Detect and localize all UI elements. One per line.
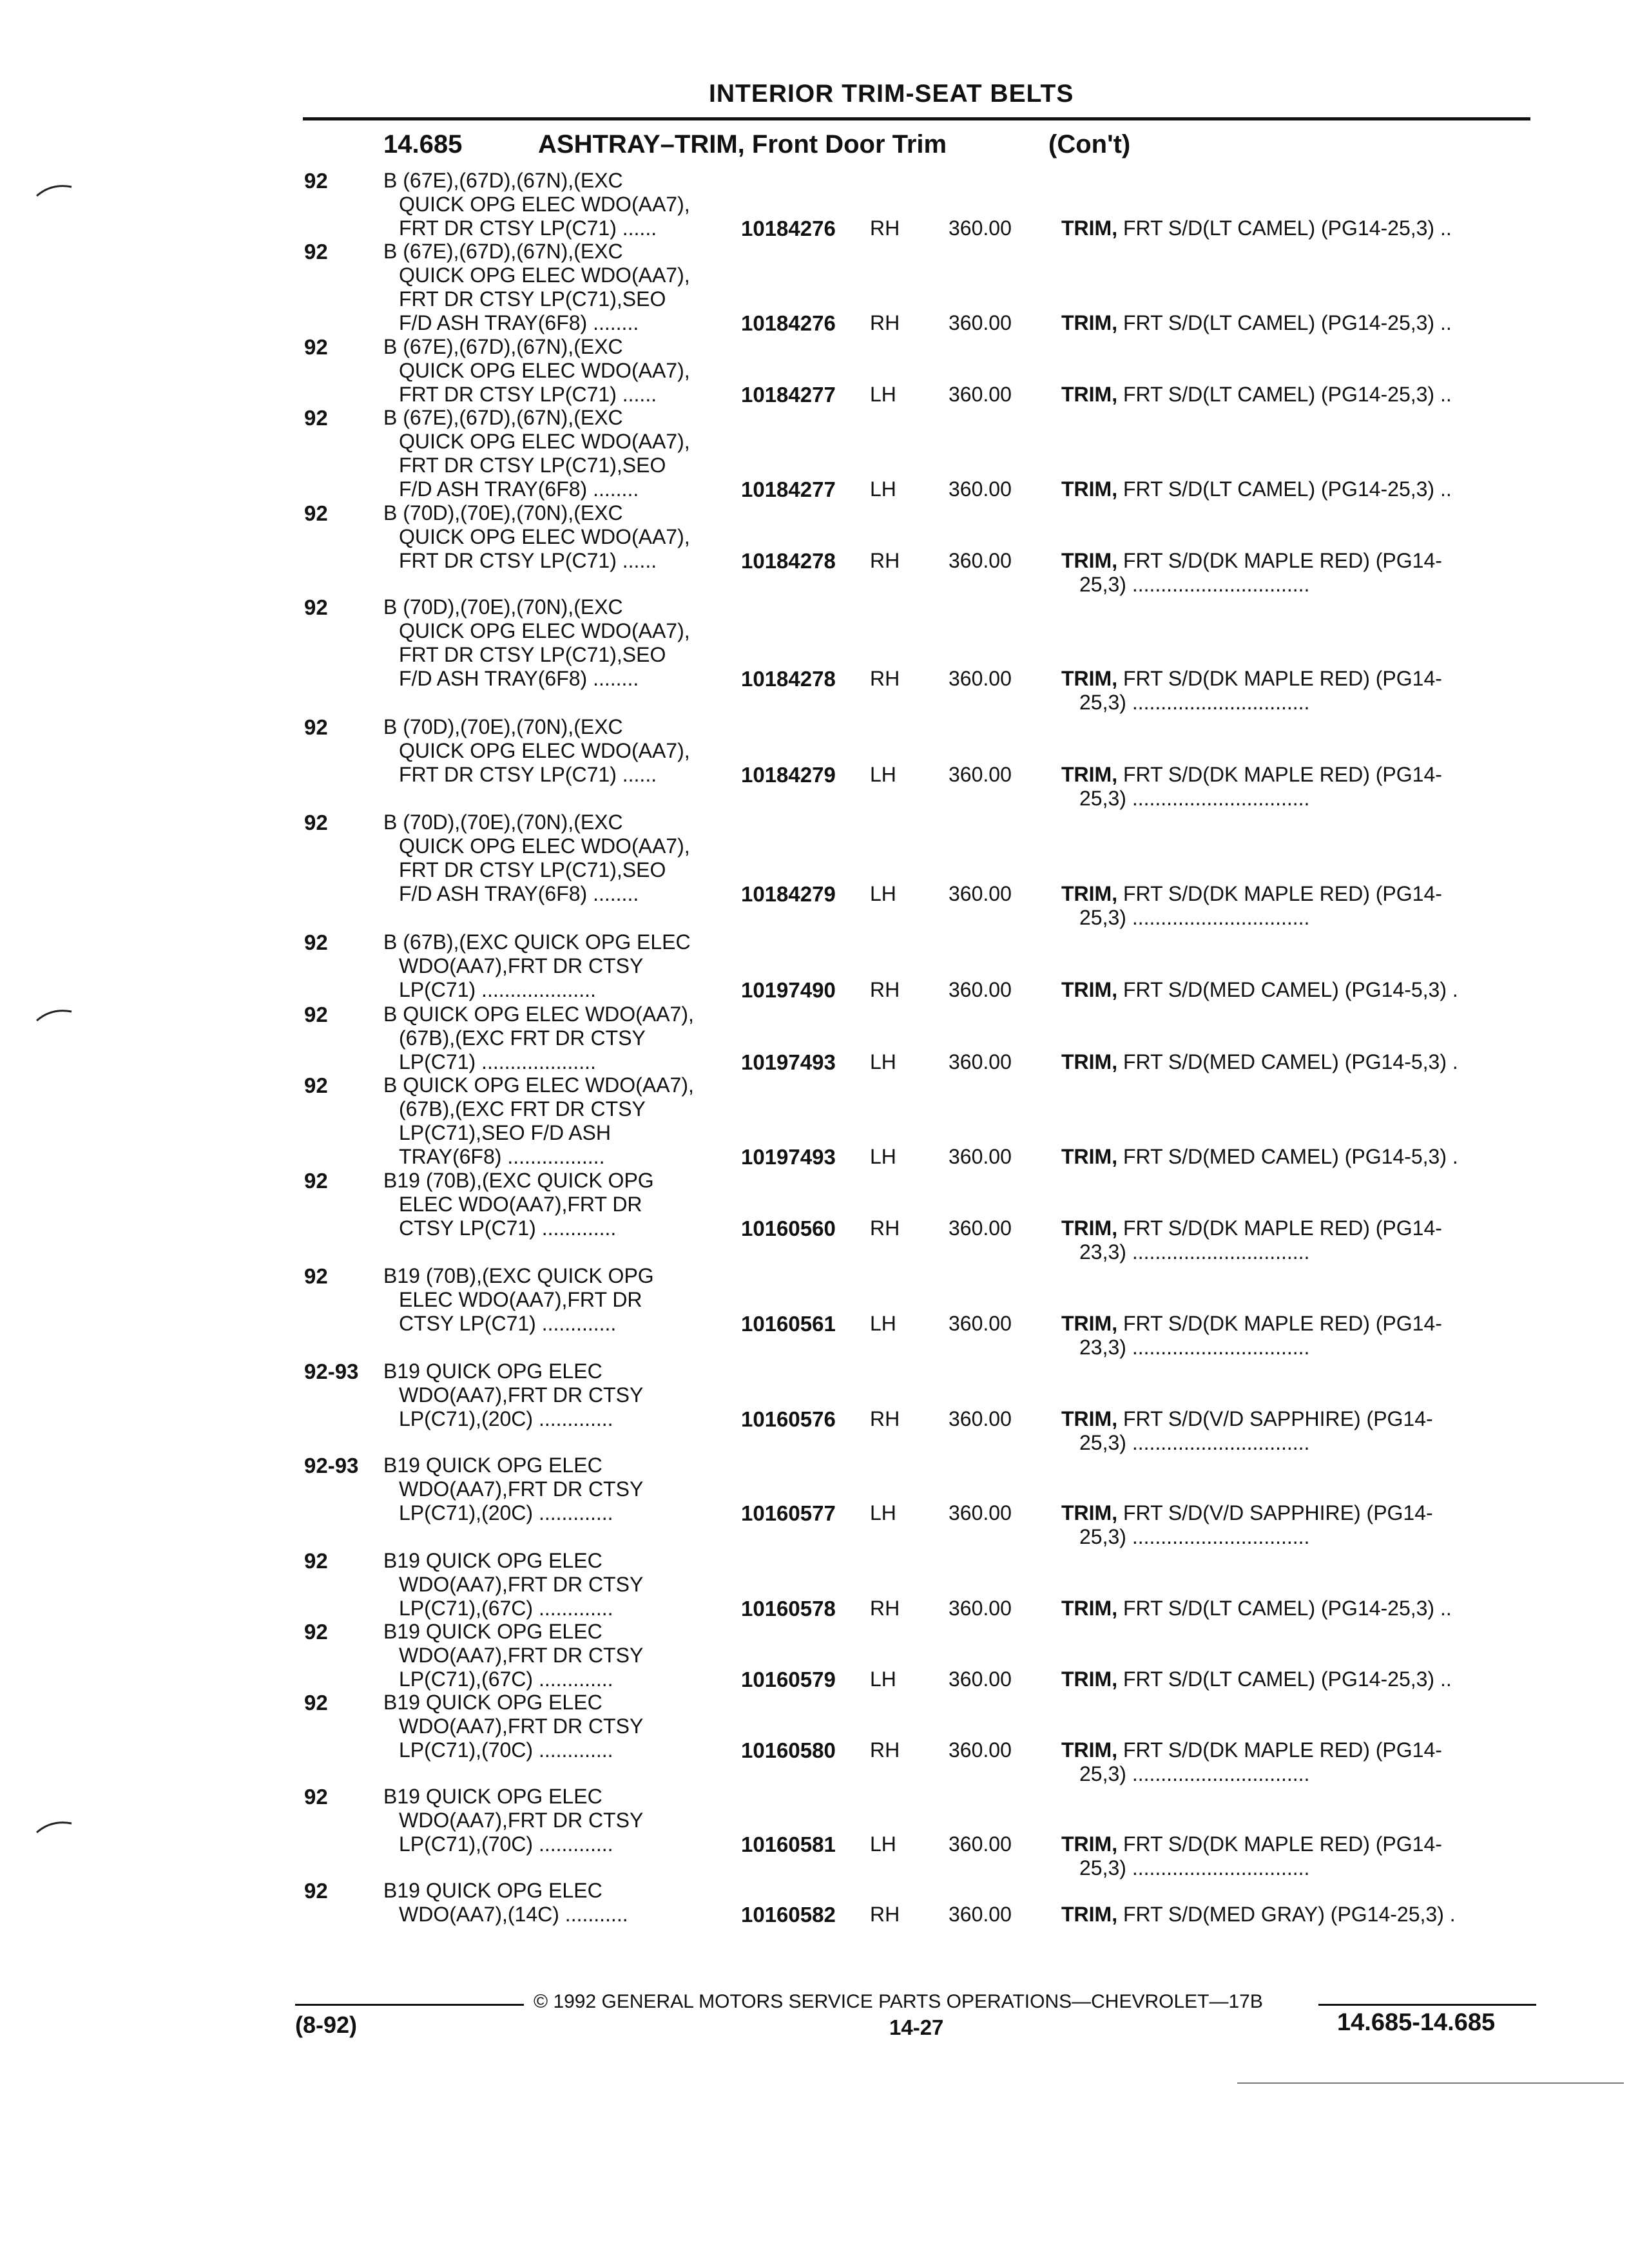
description-line: LP(C71),SEO F/D ASH [399, 1121, 611, 1144]
model-year: 92 [304, 240, 328, 264]
description-line: B (70D),(70E),(70N),(EXC [383, 811, 623, 834]
part-name [1061, 1216, 1442, 1264]
description-line: (67B),(EXC FRT DR CTSY [399, 1026, 646, 1050]
part-name-keyword: TRIM, [1061, 1667, 1118, 1691]
usage-description [383, 240, 744, 335]
usage-description [383, 1879, 744, 1927]
part-name-continuation: 25,3) ............................... [1079, 1856, 1310, 1879]
part-number: 10184278 [741, 667, 836, 691]
footer-rule-left [295, 2004, 524, 2006]
description-line: LP(C71),(20C) ............. [399, 1407, 613, 1430]
part-name [1061, 383, 1452, 407]
part-name-keyword: TRIM, [1061, 216, 1118, 240]
description-line: FRT DR CTSY LP(C71) ...... [399, 383, 657, 406]
model-year: 92 [304, 501, 328, 525]
part-name-detail: FRT S/D(MED CAMEL) (PG14-5,3) . [1117, 1145, 1458, 1168]
part-name-keyword: TRIM, [1061, 383, 1118, 406]
description-line: B19 (70B),(EXC QUICK OPG [383, 1264, 654, 1287]
part-name-continuation: 25,3) ............................... [1079, 1431, 1310, 1454]
footer-rule-right [1318, 2004, 1536, 2006]
model-year: 92 [304, 1785, 328, 1809]
description-line: B (67E),(67D),(67N),(EXC [383, 406, 623, 429]
description-line: FRT DR CTSY LP(C71) ...... [399, 549, 657, 572]
side-indicator: LH [870, 477, 896, 501]
part-number: 10184279 [741, 882, 836, 906]
model-year: 92 [304, 1691, 328, 1715]
description-line: WDO(AA7),FRT DR CTSY [399, 1644, 644, 1667]
description-line: FRT DR CTSY LP(C71),SEO [399, 643, 666, 666]
part-number: 10197490 [741, 978, 836, 1002]
model-year: 92 [304, 335, 328, 359]
description-line: B19 QUICK OPG ELEC [383, 1360, 602, 1383]
part-name-keyword: TRIM, [1061, 1738, 1118, 1762]
description-line: ELEC WDO(AA7),FRT DR [399, 1193, 642, 1216]
quantity-value: 360.00 [949, 477, 1012, 501]
model-year: 92 [304, 406, 328, 430]
part-number: 10160582 [741, 1903, 836, 1927]
side-indicator: RH [870, 1407, 900, 1430]
quantity-value: 360.00 [949, 882, 1012, 905]
description-line: B (67B),(EXC QUICK OPG ELEC [383, 930, 691, 954]
quantity-value: 360.00 [949, 1667, 1012, 1691]
quantity-value: 360.00 [949, 1903, 1012, 1926]
description-line: TRAY(6F8) ................. [399, 1145, 605, 1168]
description-line: B QUICK OPG ELEC WDO(AA7), [383, 1073, 694, 1097]
model-year: 92 [304, 811, 328, 834]
description-line: B (67E),(67D),(67N),(EXC [383, 335, 623, 358]
quantity-value: 360.00 [949, 1312, 1012, 1335]
part-name-continuation: 25,3) ............................... [1079, 1762, 1310, 1785]
scan-edge-line [1237, 2082, 1624, 2084]
description-line: CTSY LP(C71) ............. [399, 1312, 617, 1335]
usage-description [383, 930, 744, 1002]
description-line: LP(C71) .................... [399, 978, 596, 1001]
description-line: QUICK OPG ELEC WDO(AA7), [399, 359, 690, 382]
part-name [1061, 1407, 1433, 1455]
description-line: WDO(AA7),FRT DR CTSY [399, 1715, 644, 1738]
section-continued: (Con't) [1048, 130, 1131, 159]
usage-description [383, 1549, 744, 1620]
model-year: 92 [304, 595, 328, 619]
part-name [1061, 978, 1458, 1002]
part-name-detail: FRT S/D(LT CAMEL) (PG14-25,3) .. [1117, 383, 1452, 406]
part-number: 10160560 [741, 1216, 836, 1240]
part-name [1061, 311, 1452, 335]
part-name-detail: FRT S/D(LT CAMEL) (PG14-25,3) .. [1117, 216, 1452, 240]
usage-description [383, 1073, 744, 1169]
quantity-value: 360.00 [949, 549, 1012, 572]
part-name-detail: FRT S/D(DK MAPLE RED) (PG14- [1117, 882, 1442, 905]
part-name-detail: FRT S/D(DK MAPLE RED) (PG14- [1117, 1312, 1442, 1335]
description-line: B19 (70B),(EXC QUICK OPG [383, 1169, 654, 1192]
part-name-detail: FRT S/D(DK MAPLE RED) (PG14- [1117, 549, 1442, 572]
description-line: FRT DR CTSY LP(C71) ...... [399, 763, 657, 786]
quantity-value: 360.00 [949, 311, 1012, 334]
part-name [1061, 216, 1452, 240]
description-line: LP(C71),(67C) ............. [399, 1667, 613, 1691]
side-indicator: LH [870, 763, 896, 786]
description-line: WDO(AA7),FRT DR CTSY [399, 1477, 644, 1501]
usage-description [383, 501, 744, 573]
part-name-detail: FRT S/D(DK MAPLE RED) (PG14- [1117, 667, 1442, 690]
description-line: B QUICK OPG ELEC WDO(AA7), [383, 1003, 694, 1026]
part-number: 10184277 [741, 383, 836, 407]
model-year: 92 [304, 1879, 328, 1903]
description-line: (67B),(EXC FRT DR CTSY [399, 1097, 646, 1120]
page-header [303, 80, 1530, 120]
description-line: QUICK OPG ELEC WDO(AA7), [399, 193, 690, 216]
usage-description [383, 169, 744, 240]
description-line: FRT DR CTSY LP(C71),SEO [399, 454, 666, 477]
usage-description [383, 1169, 744, 1240]
part-name-keyword: TRIM, [1061, 763, 1118, 786]
part-name-continuation: 25,3) ............................... [1079, 787, 1310, 810]
description-line: B19 QUICK OPG ELEC [383, 1549, 602, 1572]
side-indicator: LH [870, 1501, 896, 1524]
part-number: 10197493 [741, 1050, 836, 1074]
part-name-detail: FRT S/D(DK MAPLE RED) (PG14- [1117, 1832, 1442, 1856]
part-number: 10160579 [741, 1667, 836, 1691]
part-name [1061, 1597, 1452, 1620]
part-name [1061, 1903, 1456, 1927]
part-name-continuation: 25,3) ............................... [1079, 573, 1310, 596]
section-number: 14.685 [383, 130, 463, 159]
part-name-keyword: TRIM, [1061, 549, 1118, 572]
description-line: CTSY LP(C71) ............. [399, 1216, 617, 1240]
side-indicator: RH [870, 216, 900, 240]
part-name [1061, 1832, 1442, 1880]
quantity-value: 360.00 [949, 978, 1012, 1001]
part-name-detail: FRT S/D(MED GRAY) (PG14-25,3) . [1117, 1903, 1456, 1926]
description-line: B (70D),(70E),(70N),(EXC [383, 595, 623, 619]
side-indicator: LH [870, 882, 896, 905]
description-line: FRT DR CTSY LP(C71),SEO [399, 287, 666, 311]
part-name-continuation: 23,3) ............................... [1079, 1336, 1310, 1359]
model-year: 92-93 [304, 1360, 359, 1383]
quantity-value: 360.00 [949, 763, 1012, 786]
usage-description [383, 1785, 744, 1856]
side-indicator: RH [870, 1597, 900, 1620]
usage-description [383, 811, 744, 906]
side-indicator: LH [870, 1832, 896, 1856]
description-line: WDO(AA7),FRT DR CTSY [399, 954, 644, 977]
usage-description [383, 406, 744, 501]
part-name-detail: FRT S/D(V/D SAPPHIRE) (PG14- [1117, 1407, 1433, 1430]
description-line: WDO(AA7),FRT DR CTSY [399, 1383, 644, 1407]
part-name-detail: FRT S/D(LT CAMEL) (PG14-25,3) .. [1117, 1667, 1452, 1691]
binder-mark-top [35, 180, 74, 200]
description-line: QUICK OPG ELEC WDO(AA7), [399, 430, 690, 453]
footer-date: (8-92) [295, 2012, 358, 2038]
usage-description [383, 1620, 744, 1691]
part-name-keyword: TRIM, [1061, 477, 1118, 501]
quantity-value: 360.00 [949, 1407, 1012, 1430]
part-number: 10184279 [741, 763, 836, 787]
part-number: 10160576 [741, 1407, 836, 1431]
description-line: LP(C71),(20C) ............. [399, 1501, 613, 1524]
part-name-keyword: TRIM, [1061, 1597, 1118, 1620]
section-name: ASHTRAY–TRIM, Front Door Trim [538, 130, 947, 159]
usage-description [383, 1454, 744, 1525]
part-name-detail: FRT S/D(DK MAPLE RED) (PG14- [1117, 1216, 1442, 1240]
description-line: FRT DR CTSY LP(C71) ...... [399, 216, 657, 240]
description-line: WDO(AA7),(14C) ........... [399, 1903, 628, 1926]
part-name-keyword: TRIM, [1061, 311, 1118, 334]
part-name [1061, 1145, 1458, 1169]
quantity-value: 360.00 [949, 216, 1012, 240]
description-line: B19 QUICK OPG ELEC [383, 1620, 602, 1643]
footer-copyright: © 1992 GENERAL MOTORS SERVICE PARTS OPERATIONS—CHEVROLET—17B [534, 1991, 1263, 2012]
footer-section-range: 14.685-14.685 [1337, 2009, 1496, 2036]
description-line: B (70D),(70E),(70N),(EXC [383, 501, 623, 524]
part-name-keyword: TRIM, [1061, 667, 1118, 690]
model-year: 92 [304, 1620, 328, 1644]
model-year: 92 [304, 930, 328, 954]
description-line: F/D ASH TRAY(6F8) ........ [399, 311, 639, 334]
model-year: 92 [304, 169, 328, 193]
quantity-value: 360.00 [949, 1832, 1012, 1856]
side-indicator: LH [870, 1667, 896, 1691]
model-year: 92 [304, 1073, 328, 1097]
part-name-keyword: TRIM, [1061, 1145, 1118, 1168]
description-line: QUICK OPG ELEC WDO(AA7), [399, 264, 690, 287]
quantity-value: 360.00 [949, 667, 1012, 690]
side-indicator: RH [870, 311, 900, 334]
usage-description [383, 1003, 744, 1074]
part-name-keyword: TRIM, [1061, 1832, 1118, 1856]
part-name-keyword: TRIM, [1061, 978, 1118, 1001]
quantity-value: 360.00 [949, 1145, 1012, 1168]
part-name-keyword: TRIM, [1061, 1501, 1118, 1524]
description-line: F/D ASH TRAY(6F8) ........ [399, 882, 639, 905]
part-name [1061, 882, 1442, 930]
description-line: QUICK OPG ELEC WDO(AA7), [399, 619, 690, 642]
part-name [1061, 667, 1442, 715]
part-name [1061, 1050, 1458, 1074]
description-line: QUICK OPG ELEC WDO(AA7), [399, 739, 690, 762]
usage-description [383, 1691, 744, 1762]
side-indicator: LH [870, 383, 896, 406]
part-name-detail: FRT S/D(DK MAPLE RED) (PG14- [1117, 763, 1442, 786]
model-year: 92 [304, 1264, 328, 1288]
side-indicator: RH [870, 549, 900, 572]
side-indicator: RH [870, 978, 900, 1001]
part-number: 10197493 [741, 1145, 836, 1169]
description-line: LP(C71),(70C) ............. [399, 1738, 613, 1762]
part-name [1061, 549, 1442, 597]
description-line: B (67E),(67D),(67N),(EXC [383, 169, 623, 192]
usage-description [383, 1360, 744, 1431]
part-name-keyword: TRIM, [1061, 882, 1118, 905]
part-name-detail: FRT S/D(V/D SAPPHIRE) (PG14- [1117, 1501, 1433, 1524]
part-name-keyword: TRIM, [1061, 1050, 1118, 1073]
part-name [1061, 1667, 1452, 1691]
usage-description [383, 1264, 744, 1336]
usage-description [383, 715, 744, 787]
description-line: B19 QUICK OPG ELEC [383, 1454, 602, 1477]
model-year: 92 [304, 1003, 328, 1026]
part-name [1061, 1501, 1433, 1549]
part-number: 10160580 [741, 1738, 836, 1762]
part-name-keyword: TRIM, [1061, 1407, 1118, 1430]
model-year: 92 [304, 1549, 328, 1573]
part-name [1061, 763, 1442, 811]
quantity-value: 360.00 [949, 1050, 1012, 1073]
description-line: WDO(AA7),FRT DR CTSY [399, 1809, 644, 1832]
side-indicator: LH [870, 1312, 896, 1335]
description-line: WDO(AA7),FRT DR CTSY [399, 1573, 644, 1596]
usage-description [383, 335, 744, 407]
part-name-continuation: 25,3) ............................... [1079, 691, 1310, 714]
binder-mark-middle [35, 1005, 74, 1024]
side-indicator: RH [870, 1903, 900, 1926]
description-line: B19 QUICK OPG ELEC [383, 1879, 602, 1902]
part-name-continuation: 25,3) ............................... [1079, 1525, 1310, 1548]
model-year: 92 [304, 715, 328, 739]
quantity-value: 360.00 [949, 1738, 1012, 1762]
part-number: 10160578 [741, 1597, 836, 1620]
description-line: LP(C71),(70C) ............. [399, 1832, 613, 1856]
part-name-detail: FRT S/D(LT CAMEL) (PG14-25,3) .. [1117, 477, 1452, 501]
description-line: LP(C71),(67C) ............. [399, 1597, 613, 1620]
side-indicator: LH [870, 1050, 896, 1073]
quantity-value: 360.00 [949, 1216, 1012, 1240]
part-name-keyword: TRIM, [1061, 1312, 1118, 1335]
description-line: QUICK OPG ELEC WDO(AA7), [399, 525, 690, 548]
side-indicator: RH [870, 1216, 900, 1240]
part-name [1061, 1312, 1442, 1360]
part-name-detail: FRT S/D(MED CAMEL) (PG14-5,3) . [1117, 978, 1458, 1001]
model-year: 92-93 [304, 1454, 359, 1477]
page-title: INTERIOR TRIM-SEAT BELTS [709, 80, 1074, 108]
part-name-detail: FRT S/D(DK MAPLE RED) (PG14- [1117, 1738, 1442, 1762]
binder-mark-bottom [35, 1817, 74, 1836]
part-number: 10160577 [741, 1501, 836, 1525]
description-line: B19 QUICK OPG ELEC [383, 1691, 602, 1714]
description-line: QUICK OPG ELEC WDO(AA7), [399, 834, 690, 858]
quantity-value: 360.00 [949, 383, 1012, 406]
part-name [1061, 477, 1452, 501]
part-name-keyword: TRIM, [1061, 1216, 1118, 1240]
part-number: 10184277 [741, 477, 836, 501]
description-line: B (70D),(70E),(70N),(EXC [383, 715, 623, 738]
side-indicator: LH [870, 1145, 896, 1168]
part-name-keyword: TRIM, [1061, 1903, 1118, 1926]
part-name-detail: FRT S/D(LT CAMEL) (PG14-25,3) .. [1117, 1597, 1452, 1620]
part-name-detail: FRT S/D(MED CAMEL) (PG14-5,3) . [1117, 1050, 1458, 1073]
quantity-value: 360.00 [949, 1597, 1012, 1620]
description-line: B19 QUICK OPG ELEC [383, 1785, 602, 1808]
part-name-continuation: 25,3) ............................... [1079, 906, 1310, 929]
usage-description [383, 595, 744, 691]
quantity-value: 360.00 [949, 1501, 1012, 1524]
description-line: FRT DR CTSY LP(C71),SEO [399, 858, 666, 881]
model-year: 92 [304, 1169, 328, 1193]
side-indicator: RH [870, 1738, 900, 1762]
part-name-continuation: 23,3) ............................... [1079, 1240, 1310, 1264]
part-number: 10184276 [741, 311, 836, 335]
part-name [1061, 1738, 1442, 1786]
part-number: 10160561 [741, 1312, 836, 1336]
description-line: F/D ASH TRAY(6F8) ........ [399, 667, 639, 690]
part-number: 10184278 [741, 549, 836, 573]
side-indicator: RH [870, 667, 900, 690]
part-number: 10160581 [741, 1832, 836, 1856]
description-line: LP(C71) .................... [399, 1050, 596, 1073]
description-line: ELEC WDO(AA7),FRT DR [399, 1288, 642, 1311]
part-name-detail: FRT S/D(LT CAMEL) (PG14-25,3) .. [1117, 311, 1452, 334]
part-number: 10184276 [741, 216, 836, 240]
description-line: B (67E),(67D),(67N),(EXC [383, 240, 623, 263]
description-line: F/D ASH TRAY(6F8) ........ [399, 477, 639, 501]
footer-page-number: 14-27 [889, 2015, 944, 2039]
